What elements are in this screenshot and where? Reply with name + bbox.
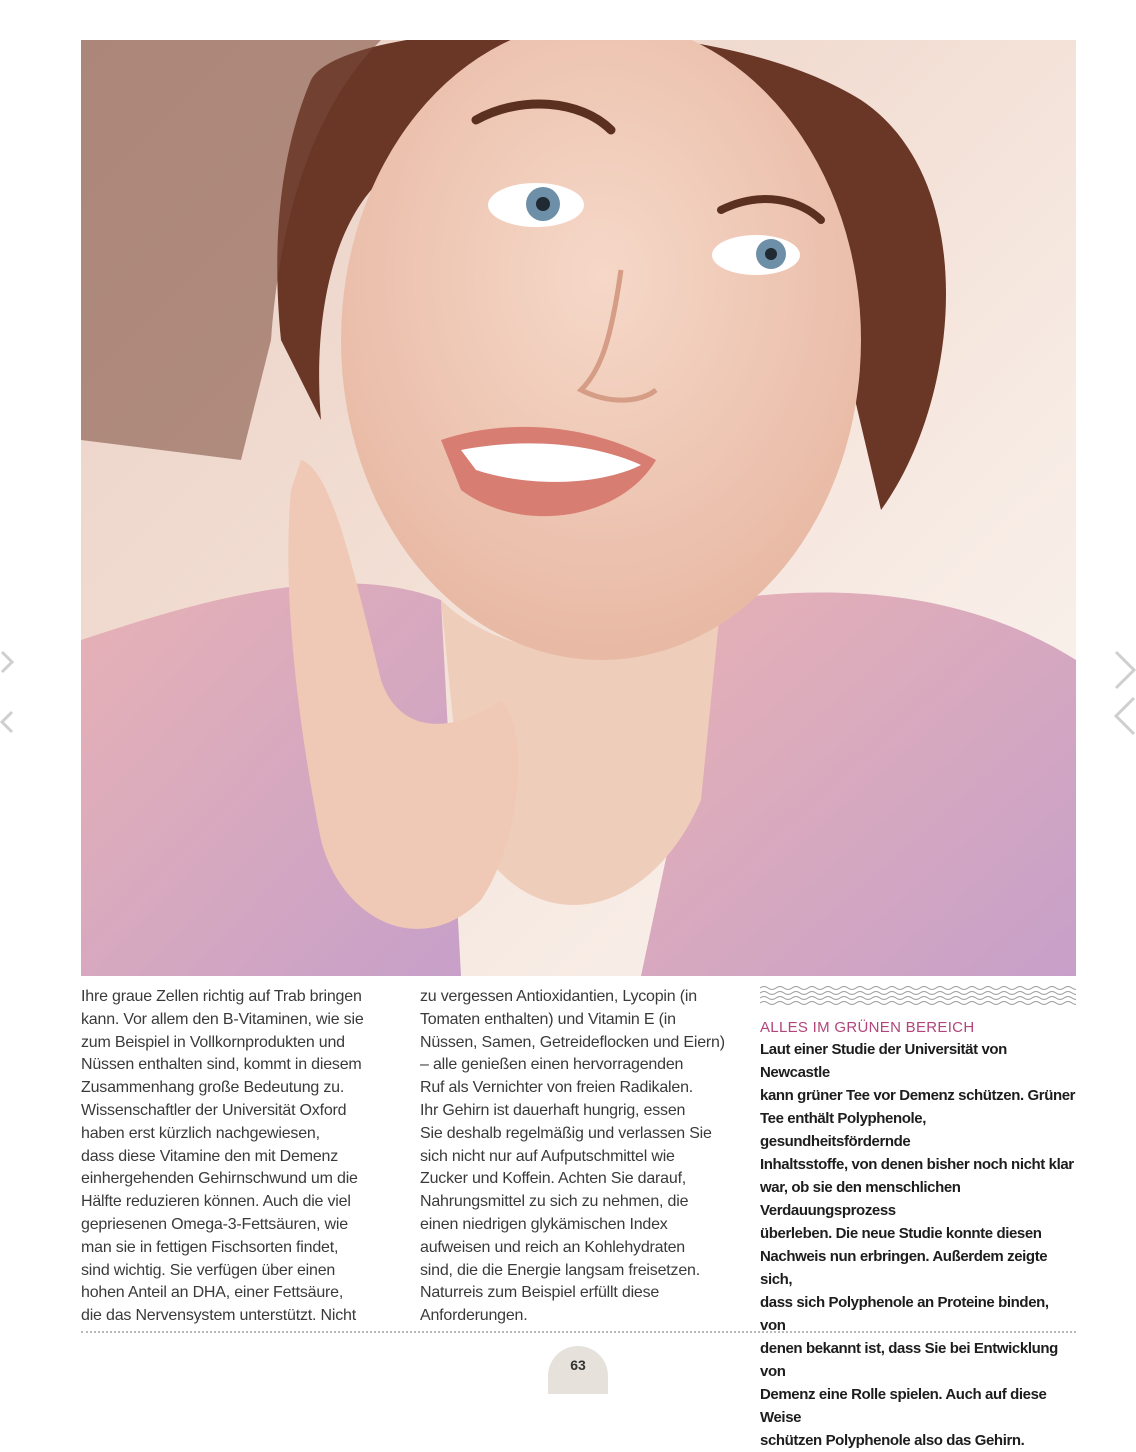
chevron-left-icon — [0, 648, 22, 738]
article-column-1: Ihre graue Zellen richtig auf Trab bringen kann. Vor allem den B-Vitaminen, wie sie zum Beispiel in Vollkornprodukten und Nüssen enthalten sind, kommt in diesem Zusammenhang große Bedeutung zu. Wissenschaftler der Universität Oxford haben erst kürzlich nachgewiesen, dass diese Vitamine den mit Demenz einhergehenden Gehirnschwund um die Hälfte reduzieren können. Auch die viel gepriesenen Omega-3-Fettsäuren, wie man sie in fettigen Fischsorten findet, sind wichtig. Sie verfügen über einen hohen Anteil an DHA, einer Fettsäure, die das Nervensystem unterstützt. Nicht — [81, 988, 364, 1325]
sidebar-box — [760, 985, 1076, 1452]
sidebar-title: ALLES IM GRÜNEN BEREICH — [760, 1019, 975, 1036]
article-column-2: zu vergessen Antioxidantien, Lycopin (in Tomaten enthalten) und Vitamin E (in Nüssen, Samen, Getreideflocken und Eiern) – alle genießen einen hervorragenden Ruf als Vernichter von freien Radikalen. Ihr Gehirn ist dauerhaft hungrig, essen Sie deshalb regelmäßig und verlassen Sie sich nicht nur auf Aufputschmittel wie Zucker und Koffein. Achten Sie darauf, Nahrungsmittel zu sich zu nehmen, die einen niedrigen glykämischen Index aufweisen und reich an Kohlehydraten sind, die die Energie langsam freisetzen. Naturreis zum Beispiel erfüllt diese Anforderungen. — [420, 988, 725, 1325]
next-page-button[interactable] — [1114, 648, 1136, 738]
woman-portrait-illustration — [81, 40, 1076, 976]
wavy-divider — [760, 985, 1076, 1007]
chevron-right-icon — [1114, 648, 1136, 738]
page-number: 63 — [548, 1346, 608, 1394]
hero-photo — [81, 40, 1076, 976]
previous-page-button[interactable] — [0, 648, 22, 738]
sidebar-text: Laut einer Studie der Universität von Newcastle kann grüner Tee vor Demenz schützen. Grüner Tee enthält Polyphenole, gesundheitsfördernde Inhaltsstoffe, von denen bisher noch nicht klar war, ob sie den menschlichen Verdauungsprozess überleben. Die neue Studie konnte diesen Nachweis nun erbringen. Außerdem zeigte sich, dass sich Polyphenole an Proteine binden, von denen bekannt ist, dass Sie bei Entwicklung von Demenz eine Rolle spielen. Auch auf diese Weise schützen Polyphenole also das Gehirn. — [760, 1041, 1076, 1449]
footer-divider — [81, 1331, 1076, 1333]
